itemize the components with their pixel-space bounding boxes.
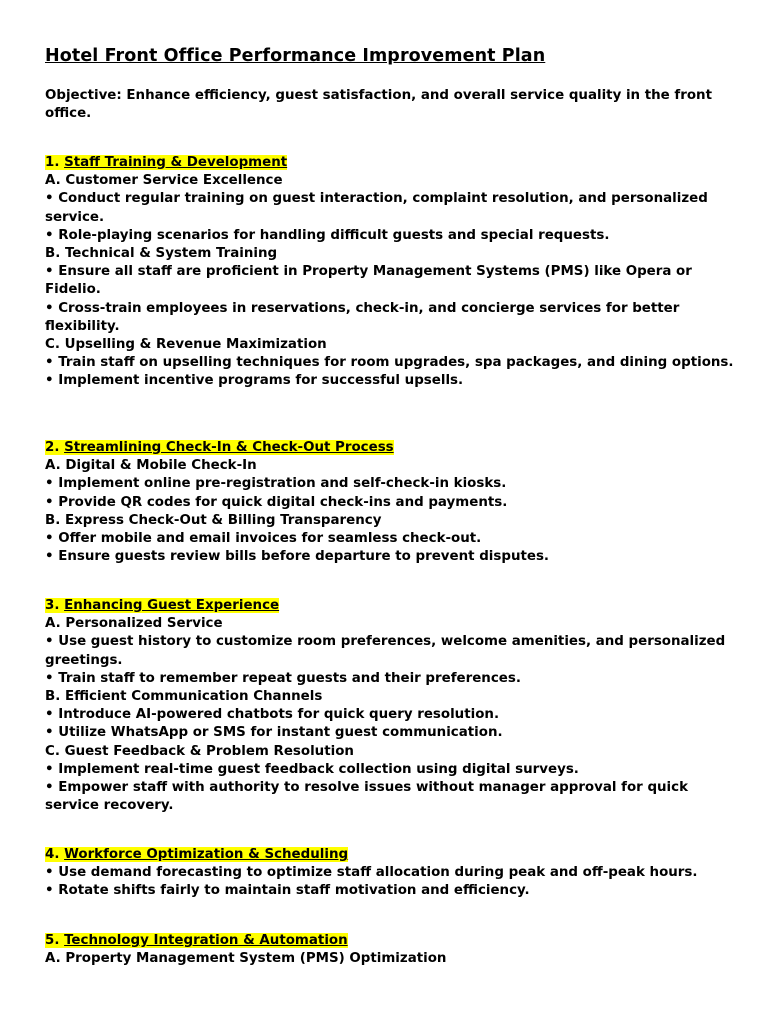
bullet-item: • Train staff on upselling techniques for room upgrades, spa packages, and dining options.	[45, 355, 734, 371]
section-number: 4.	[45, 847, 60, 862]
subheading: B. Technical & System Training	[45, 246, 278, 262]
highlighted-heading	[45, 847, 348, 862]
section-title: Technology Integration & Automation	[64, 933, 348, 948]
section-technology	[45, 932, 735, 968]
section-number: 3.	[45, 598, 60, 613]
section-title: Enhancing Guest Experience	[64, 598, 280, 613]
section-number: 5.	[45, 933, 60, 948]
highlighted-heading	[45, 933, 348, 948]
bullet-item: • Implement incentive programs for successful upsells.	[45, 373, 464, 389]
bullet-item: • Offer mobile and email invoices for seamless check-out.	[45, 531, 482, 547]
subheading: C. Upselling & Revenue Maximization	[45, 337, 327, 353]
bullet-item: • Use guest history to customize room preferences, welcome amenities, and personalized greetings.	[45, 634, 726, 668]
subheading: A. Property Management System (PMS) Optimization	[45, 951, 447, 967]
bullet-item: • Implement online pre-registration and self-check-in kiosks.	[45, 476, 507, 492]
bullet-item: • Implement real-time guest feedback collection using digital surveys.	[45, 761, 579, 777]
section-title: Streamlining Check-In & Check-Out Process	[64, 440, 394, 455]
section-guest-experience	[45, 597, 735, 815]
section-title: Staff Training & Development	[64, 155, 288, 170]
bullet-item: • Cross-train employees in reservations, check-in, and concierge services for better flexibility.	[45, 300, 680, 334]
section-number: 1.	[45, 155, 60, 170]
section-heading	[45, 597, 735, 615]
bullet-item: • Use demand forecasting to optimize staff allocation during peak and off-peak hours.	[45, 865, 698, 881]
subheading: A. Personalized Service	[45, 616, 223, 632]
section-heading	[45, 846, 735, 864]
subheading: B. Efficient Communication Channels	[45, 689, 323, 705]
bullet-item: • Conduct regular training on guest interaction, complaint resolution, and personalized service.	[45, 191, 708, 225]
subheading: A. Digital & Mobile Check-In	[45, 458, 257, 474]
section-heading	[45, 439, 735, 457]
bullet-item: • Provide QR codes for quick digital check-ins and payments.	[45, 494, 508, 510]
highlighted-heading	[45, 598, 279, 613]
highlighted-heading	[45, 155, 287, 170]
section-heading	[45, 932, 735, 950]
bullet-item: • Ensure guests review bills before departure to prevent disputes.	[45, 549, 550, 565]
highlighted-heading	[45, 440, 394, 455]
bullet-item: • Utilize WhatsApp or SMS for instant guest communication.	[45, 725, 503, 741]
section-title: Workforce Optimization & Scheduling	[64, 847, 349, 862]
section-heading	[45, 154, 735, 172]
bullet-item: • Ensure all staff are proficient in Property Management Systems (PMS) like Opera or Fidelio.	[45, 264, 692, 298]
subheading: C. Guest Feedback & Problem Resolution	[45, 743, 354, 759]
bullet-item: • Introduce AI-powered chatbots for quick query resolution.	[45, 707, 500, 723]
subheading: A. Customer Service Excellence	[45, 173, 283, 189]
section-workforce	[45, 846, 735, 901]
bullet-item: • Train staff to remember repeat guests and their preferences.	[45, 670, 521, 686]
section-check-in-out	[45, 439, 735, 566]
section-staff-training	[45, 154, 735, 391]
bullet-item: • Rotate shifts fairly to maintain staff motivation and efficiency.	[45, 883, 530, 899]
subheading: B. Express Check-Out & Billing Transparency	[45, 512, 382, 528]
section-number: 2.	[45, 440, 60, 455]
document-title: Hotel Front Office Performance Improvement Plan	[45, 46, 546, 66]
bullet-item: • Empower staff with authority to resolve issues without manager approval for quick service recovery.	[45, 780, 688, 814]
objective-text: Objective: Enhance efficiency, guest satisfaction, and overall service quality in the front office.	[45, 88, 712, 122]
bullet-item: • Role-playing scenarios for handling difficult guests and special requests.	[45, 227, 610, 243]
